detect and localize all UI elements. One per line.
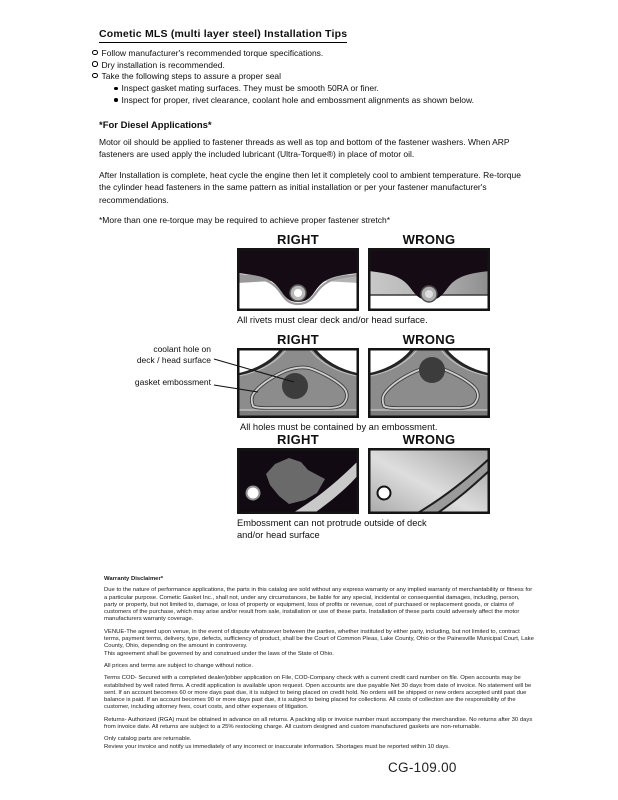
diesel-section-heading: *For Diesel Applications* [99, 119, 212, 131]
holes-right-diagram [237, 348, 359, 418]
holes-caption: All holes must be contained by an embossment. [240, 422, 438, 432]
rivet-diagram-group [237, 232, 490, 327]
gasket-embossment-label: gasket embossment [134, 377, 211, 387]
legal-paragraph: All prices and terms are subject to change without notice. [104, 662, 253, 669]
coolant-hole-label-line1: coolant hole on [153, 344, 211, 354]
embossment-caption-line1: Embossment can not protrude outside of deck [237, 518, 427, 528]
wrong-label: WRONG [402, 432, 456, 447]
catalog-page-code: CG-109.00 [388, 760, 457, 775]
bullet-text: Dry installation is recommended. [101, 59, 225, 70]
main-text-column [99, 24, 531, 227]
embossment-caption-line2: and/or head surface [237, 529, 320, 540]
right-label: RIGHT [277, 432, 319, 447]
embossment-diagram-group [237, 432, 490, 541]
legal-paragraph: This agreement shall be governed by and construed under the laws of the State of Ohio. [104, 650, 334, 657]
page-title: Cometic MLS (multi layer steel) Installation Tips [99, 28, 347, 43]
diesel-paragraph-2: After Installation is complete, heat cycle the engine then let it completely cool to ambient temperature. Re-torque the cylinder head fasteners in the same pattern as initial installation or per your fastener manufacturer's recommendations. [99, 169, 521, 205]
rivet-right-diagram [237, 248, 359, 311]
embossment-wrong-diagram [368, 448, 490, 514]
retorque-note: *More than one re-torque may be required to achieve proper fastener stretch* [99, 215, 391, 226]
open-bullet-icon [92, 73, 98, 79]
legal-paragraph: Only catalog parts are returnable. [104, 736, 192, 743]
open-bullet-icon [92, 61, 98, 67]
embossment-caption [237, 518, 490, 541]
list-item [114, 83, 531, 95]
coolant-hole-label-line2: deck / head surface [136, 354, 211, 365]
holes-wrong-diagram [368, 348, 490, 418]
warranty-heading: Warranty Disclaimer* [104, 576, 164, 582]
coolant-hole-label [105, 344, 211, 365]
holes-diagram-group [237, 332, 490, 434]
bullet-text: Inspect for proper, rivet clearance, coolant hole and embossment alignments as shown below. [121, 94, 474, 105]
bullet-text: Inspect gasket mating surfaces. They must be smooth 50RA or finer. [121, 83, 379, 94]
legal-paragraph: Due to the nature of performance applications, the parts in this catalog are sold without any express warranty or any implied warranty of merchantability or fitness for a particular purpose. Cometic Gasket Inc., shall not, under any circumstances, be liable for any special, incidental or consequential damages, including, person, party or property, but not limited to, damage, or loss of property or equipment, loss of profits or revenue, cost of purchased or replacement goods, or claims of customers of the purchase, which may arise and/or result from sale, installation or use of these parts. Installation of these parts could adversely affect the motor manufacturers warranty coverage. [104, 587, 533, 623]
bullet-text: Follow manufacturer's recommended torque specifications. [101, 48, 324, 58]
embossment-right-diagram [237, 448, 359, 514]
list-item [99, 60, 531, 72]
legal-paragraph: VENUE-The agreed upon venue, in the event of dispute whatsoever between the parties, whether instituted by either party, including, but not limited to, contract terms, payment terms, delivery, type, defects, sufficiency of product, shall be the Court of Common Pleas, Lake County, Ohio or the Painesville Municipal Court, Lake County, Ohio, depending on the amount in controversy. [104, 628, 534, 650]
wrong-label: WRONG [402, 332, 456, 347]
filled-bullet-icon [114, 98, 118, 102]
rivet-wrong-diagram [368, 248, 490, 311]
legal-paragraph: Review your invoice and notify us immediately of any incorrect or inaccurate information. Shortages must be reported within 10 days. [104, 743, 450, 750]
right-label: RIGHT [277, 232, 319, 247]
open-bullet-icon [92, 50, 98, 56]
tips-bullet-list [99, 48, 531, 107]
filled-bullet-icon [114, 87, 118, 91]
wrong-label: WRONG [402, 232, 456, 247]
list-item [99, 48, 531, 60]
legal-paragraph: Returns- Authorized (RGA) must be obtained in advance on all returns. A packing slip or invoice number must accompany the merchandise. No returns after 30 days from invoice date. All returns are subject to a 25% restocking charge. All custom designed and custom manufactured gaskets are non-returnable. [104, 716, 533, 731]
bullet-text: Take the following steps to assure a proper seal [101, 71, 282, 82]
list-item [99, 71, 531, 83]
rivet-caption: All rivets must clear deck and/or head surface. [237, 315, 428, 325]
diesel-paragraph-1: Motor oil should be applied to fastener threads as well as top and bottom of the fastener washers. When ARP fasteners are used apply the included lubricant (Ultra-Torque®) in place of motor oil. [99, 136, 510, 160]
right-label: RIGHT [277, 332, 319, 347]
legal-paragraph: Terms COD- Secured with a completed dealer/jobber application on File, COD-Company check with a current credit card number on file. Open accounts may be established by well rated firms. A credit application is available upon request. Open accounts are due payable Net 30 days from date of invoice. No statement will be sent. If an account becomes 60 or more days past due, it is subject to being placed on credit hold. No orders will be shipped or new orders accepted until past due balance is paid. If an account becomes 90 or more days past due, it is subject to being placed for collections. All costs of collection are the responsibility of the customer, including attorney fees, court costs, and other expenses of litigation. [104, 675, 532, 711]
list-item [114, 95, 531, 107]
warranty-disclaimer-block [104, 576, 534, 751]
